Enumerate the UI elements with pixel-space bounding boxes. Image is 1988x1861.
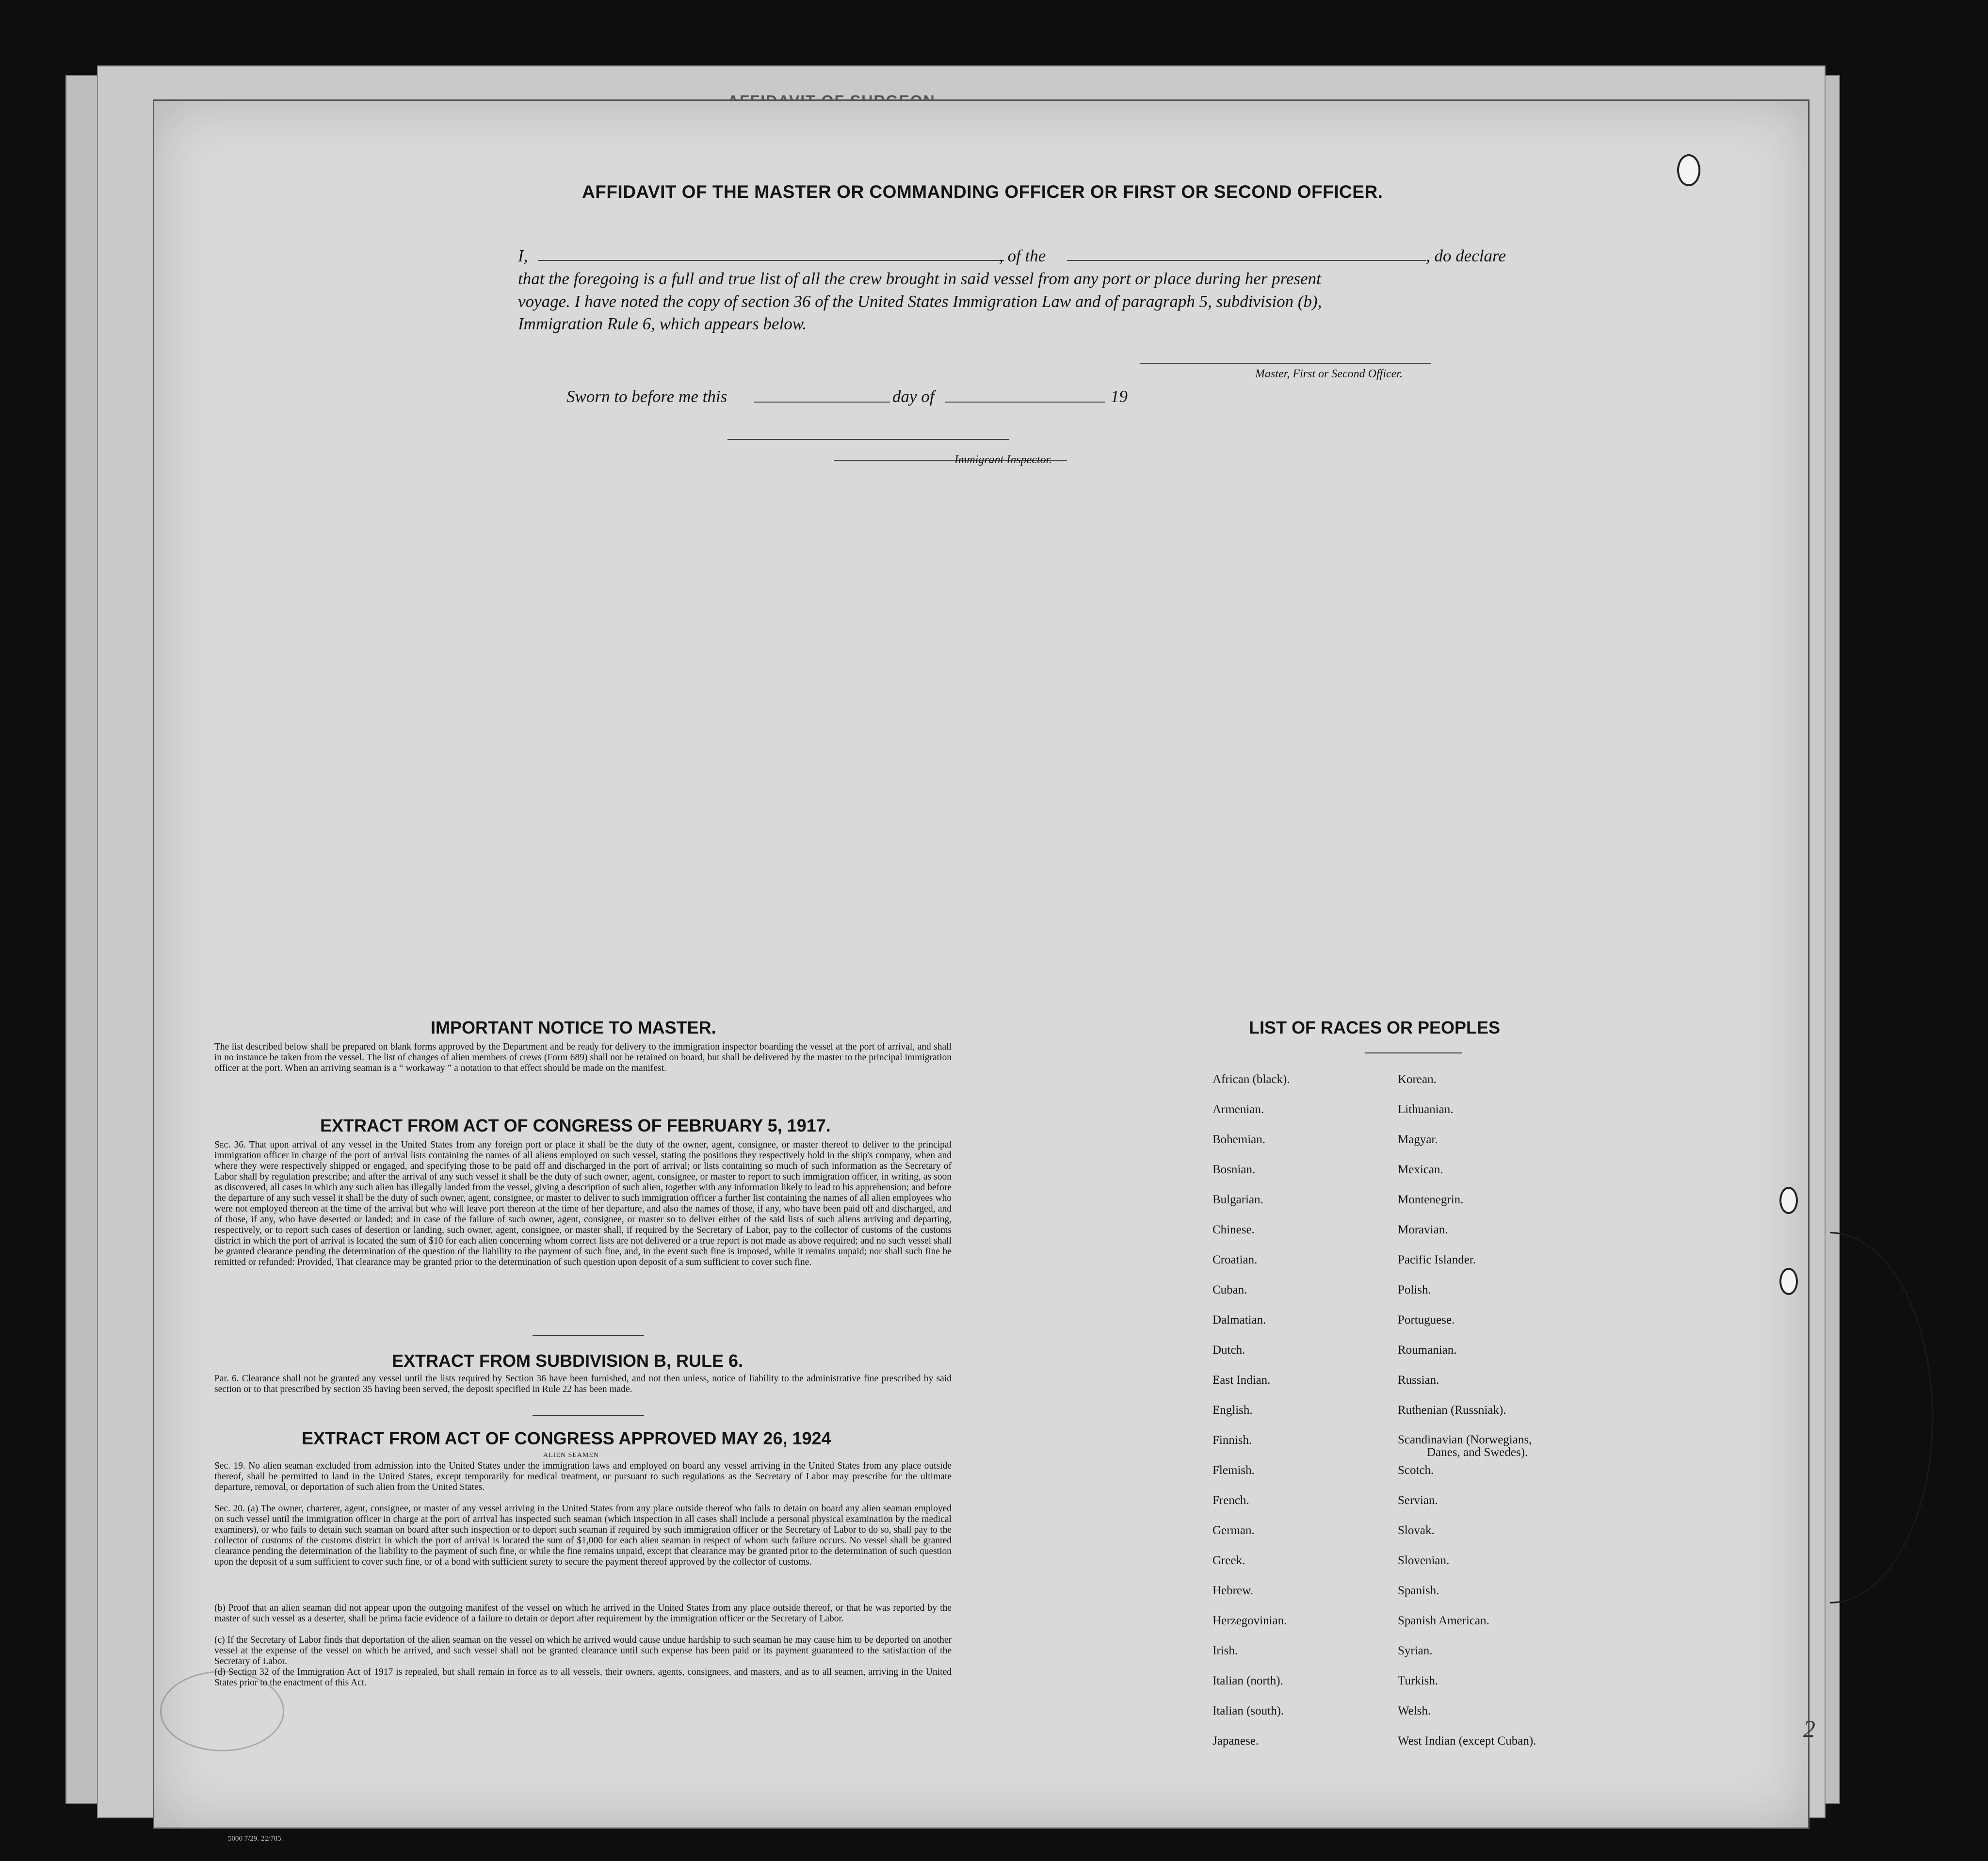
race-item: Bosnian. (1212, 1163, 1256, 1176)
day-blank-line (754, 402, 890, 403)
race-item (1398, 1434, 1536, 1464)
section-label: Sec. 36. (214, 1140, 246, 1150)
race-item: Korean. (1398, 1073, 1437, 1086)
race-item: Mexican. (1398, 1163, 1443, 1176)
race-item: Slovak. (1398, 1524, 1435, 1537)
sec20b-text: (b) Proof that an alien seaman did not appear upon the outgoing manifest of the vessel on which he arrived in the United States from any place outside thereof, or that he was reported by the master of such vessel as a deserter, shall be prima facie evidence of a failure to detain or deport after requirement by the immigration officer or the Secretary of Labor. (214, 1603, 952, 1624)
extract-1924-subtitle: ALIEN SEAMEN (543, 1452, 599, 1459)
race-item: Lithuanian. (1398, 1103, 1454, 1116)
inspector-caption: Immigrant Inspector. (954, 453, 1052, 466)
race-item: Syrian. (1398, 1644, 1433, 1657)
punch-hole (1779, 1268, 1798, 1295)
race-item: English. (1212, 1404, 1253, 1417)
section-divider (533, 1415, 644, 1416)
extract-1917-text (214, 1140, 952, 1268)
master-signature-line (1140, 363, 1431, 364)
sworn-text: Sworn to before me this (566, 387, 727, 406)
sec20c-text: (c) If the Secretary of Labor finds that deportation of the alien seaman on the vessel on which he arrived would cause undue hardship to such seaman he may cause him to be deported on another vessel at the expense of the vessel on which he arrived, and such vessel shall not be granted clearance until such expense has been paid or its payment guaranteed to the satisfaction of the Secretary of Labor. (214, 1635, 952, 1667)
race-item: West Indian (except Cuban). (1398, 1734, 1536, 1748)
races-left-column (1212, 1073, 1290, 1764)
race-item: Dutch. (1212, 1343, 1245, 1357)
section-divider (533, 1335, 644, 1336)
race-item: Cuban. (1212, 1283, 1247, 1296)
race-item: Chinese. (1212, 1223, 1255, 1236)
extract-1917-title: EXTRACT FROM ACT OF CONGRESS OF FEBRUARY 5, 1917. (320, 1116, 831, 1135)
race-item-line: Scandinavian (Norwegians, (1398, 1433, 1532, 1446)
race-item: Servian. (1398, 1494, 1438, 1507)
race-item: Dalmatian. (1212, 1313, 1266, 1327)
month-blank-line (945, 402, 1105, 403)
race-item: East Indian. (1212, 1374, 1271, 1387)
race-item-continuation: Danes, and Swedes). (1427, 1446, 1528, 1459)
sec20a-text: Sec. 20. (a) The owner, charterer, agent, consignee, or master of any vessel arriving in the United States from any place outside thereof who fails to detain on board any alien seaman employed on such vessel until the immigration officer in charge at the port of arrival has inspected such seaman (which inspection in all cases shall include a personal physical examination by the medical examiners), or who fails to detain such seaman on board after such inspection or to deport such seaman if required by such immigration officer or the Secretary of Labor to do so, shall pay to the collector of customs of the customs district in which the port of arrival is located the sum of $1,000 for each alien seaman in respect of whom such failure occurs. No vessel shall be granted clearance pending the determination of the liability to the payment of such fine, or while the fine remains unpaid, except that clearance may be granted prior to the determination of such question upon the deposit of a sum sufficient to cover such fine, or of a bond with sufficient surety to secure the payment thereof approved by the collector of customs. (214, 1504, 952, 1567)
race-item: Greek. (1212, 1554, 1245, 1567)
name-blank-line (538, 260, 1004, 261)
race-item: Flemish. (1212, 1464, 1255, 1477)
notice-title: IMPORTANT NOTICE TO MASTER. (431, 1018, 716, 1037)
inspector-blank-line (727, 439, 1009, 440)
race-item: Croatian. (1212, 1253, 1258, 1266)
extract-rule6-text: Par. 6. Clearance shall not be granted any vessel until the lists required by Section 36 have been furnished, and not then unless, notice of liability to the administrative fine prescribed by said section or to that prescribed by section 35 having been served, the deposit specified in Rule 22 has been made. (214, 1374, 952, 1394)
sec20d-text: (d) Section 32 of the Immigration Act of 1917 is repealed, but shall remain in force as to all vessels, their owners, agents, consignees, and masters, and as to all seamen, arriving in the United States prior to the enactment of this Act. (214, 1667, 952, 1688)
affidavit-title: AFFIDAVIT OF THE MASTER OR COMMANDING OFFICER OR FIRST OR SECOND OFFICER. (582, 182, 1383, 202)
race-item: German. (1212, 1524, 1255, 1537)
race-item: Bulgarian. (1212, 1193, 1263, 1206)
affidavit-i: I, (518, 246, 528, 265)
race-item: African (black). (1212, 1073, 1290, 1086)
affidavit-line-3: voyage. I have noted the copy of section 36 of the United States Immigration Law and of paragraph 5, subdivision (b), (518, 292, 1322, 311)
vessel-blank-line (1067, 260, 1426, 261)
day-of-text: day of (892, 387, 935, 406)
notice-text: The list described below shall be prepared on blank forms approved by the Department and be ready for delivery to the immigration inspector boarding the vessel at the port of arrival, and shall in no instance be taken from the vessel. The list of changes of alien members of crews (Form 689) shall not be retained on board, but shall be delivered by the master to the principal immigration officer at the port. When an arriving seaman is a “ workaway ” a notation to that effect should be made on the manifest. (214, 1042, 952, 1073)
race-item: Italian (south). (1212, 1704, 1284, 1717)
race-item: Japanese. (1212, 1734, 1259, 1748)
page-number: 2 (1803, 1715, 1815, 1742)
year-prefix: 19 (1111, 387, 1128, 406)
race-item: Spanish American. (1398, 1614, 1489, 1627)
races-title: LIST OF RACES OR PEOPLES (1249, 1018, 1501, 1037)
race-item: Finnish. (1212, 1434, 1252, 1447)
punch-hole (1779, 1187, 1798, 1214)
race-item: Portuguese. (1398, 1313, 1455, 1327)
race-item: Hebrew. (1212, 1584, 1253, 1597)
extract-1924-title: EXTRACT FROM ACT OF CONGRESS APPROVED MAY 26, 1924 (302, 1428, 831, 1448)
race-item: Bohemian. (1212, 1133, 1266, 1146)
race-item: Russian. (1398, 1374, 1439, 1387)
extract-rule6-title: EXTRACT FROM SUBDIVISION B, RULE 6. (392, 1351, 743, 1371)
punch-hole (1677, 154, 1700, 186)
races-right-column (1398, 1073, 1536, 1764)
race-item: Welsh. (1398, 1704, 1431, 1717)
race-item: Moravian. (1398, 1223, 1448, 1236)
race-item: Ruthenian (Russniak). (1398, 1404, 1506, 1417)
race-item: Irish. (1212, 1644, 1238, 1657)
form-code: 5000 7/29. 22/785. (228, 1835, 283, 1843)
section-text: That upon arrival of any vessel in the United States from any foreign port or place it shall be the duty of the owner, agent, consignee, or master thereof to deliver to the principal immigration officer in charge of the port of arrival lists containing the names of all aliens employed on such vessel, stating the positions they respectively hold in the ship's company, when and where they were respectively shipped or engaged, and specifying those to be paid off and discharged in the port of arrival; or lists containing so much of such information as the Secretary of Labor shall by regulation prescribe; and after the arrival of any such vessel it shall be the duty of such owner, agent, consignee, or master to report to such immigration officer, in writing, as soon as discovered, all cases in which any such alien has illegally landed from the vessel, giving a description of such alien, together with any information likely to lead to his apprehension; and before the departure of any such vessel it shall be the duty of such owner, agent, consignee, or master to deliver to such immigration officer a further list containing the names of all alien employees who were not employed thereon at the time of the arrival but who will leave port thereon at the time of her departure, and also the names of those, if any, who have been paid off and discharged, and of those, if any, who have deserted or landed; and in case of the failure of such owner, agent, consignee, or master so to deliver either of the said lists of such aliens arriving and departing, respectively, or to report such cases of desertion or landing, such owner, agent, consignee, or master shall, if required by the Secretary of Labor, pay to the collector of customs of the customs district in which the port of arrival is located the sum of $10 for each alien concerning whom correct lists are not delivered or a true report is not made as above required; and no such vessel shall be granted clearance pending the determination of the question of the liability to the payment of such fine, and, in the event such fine is imposed, while it remains unpaid; nor shall such fine be remitted or refunded: Provided, That clearance may be granted prior to the determination of such question upon deposit of a sum sufficient to cover such fine. (214, 1140, 952, 1267)
race-item: Roumanian. (1398, 1343, 1457, 1357)
faded-stamp (160, 1671, 284, 1751)
races-divider (1365, 1052, 1462, 1053)
affidavit-line-2: that the foregoing is a full and true list of all the crew brought in said vessel from any port or place during her present (518, 269, 1321, 288)
affidavit-line-4: Immigration Rule 6, which appears below. (518, 314, 807, 333)
race-item: Polish. (1398, 1283, 1431, 1296)
sec19-text: Sec. 19. No alien seaman excluded from admission into the United States under the immigration laws and employed on board any vessel arriving in the United States from any place outside thereof, shall be permitted to land in the United States, except temporarily for medical treatment, or pursuant to such regulations as the Secretary of Labor may prescribe for the ultimate departure, removal, or deportation of such alien from the United States. (214, 1461, 952, 1492)
master-caption: Master, First or Second Officer. (1255, 368, 1403, 380)
race-item: Scotch. (1398, 1464, 1434, 1477)
affidavit-of-the: , of the (999, 246, 1046, 265)
race-item: Herzegovinian. (1212, 1614, 1287, 1627)
race-item: Italian (north). (1212, 1674, 1283, 1687)
document-page (153, 99, 1810, 1829)
race-item: Slovenian. (1398, 1554, 1450, 1567)
affidavit-declare: , do declare (1426, 246, 1506, 265)
race-item: French. (1212, 1494, 1249, 1507)
race-item: Magyar. (1398, 1133, 1438, 1146)
race-item: Pacific Islander. (1398, 1253, 1476, 1266)
race-item: Armenian. (1212, 1103, 1264, 1116)
race-item: Spanish. (1398, 1584, 1439, 1597)
race-item: Turkish. (1398, 1674, 1438, 1687)
race-item: Montenegrin. (1398, 1193, 1464, 1206)
